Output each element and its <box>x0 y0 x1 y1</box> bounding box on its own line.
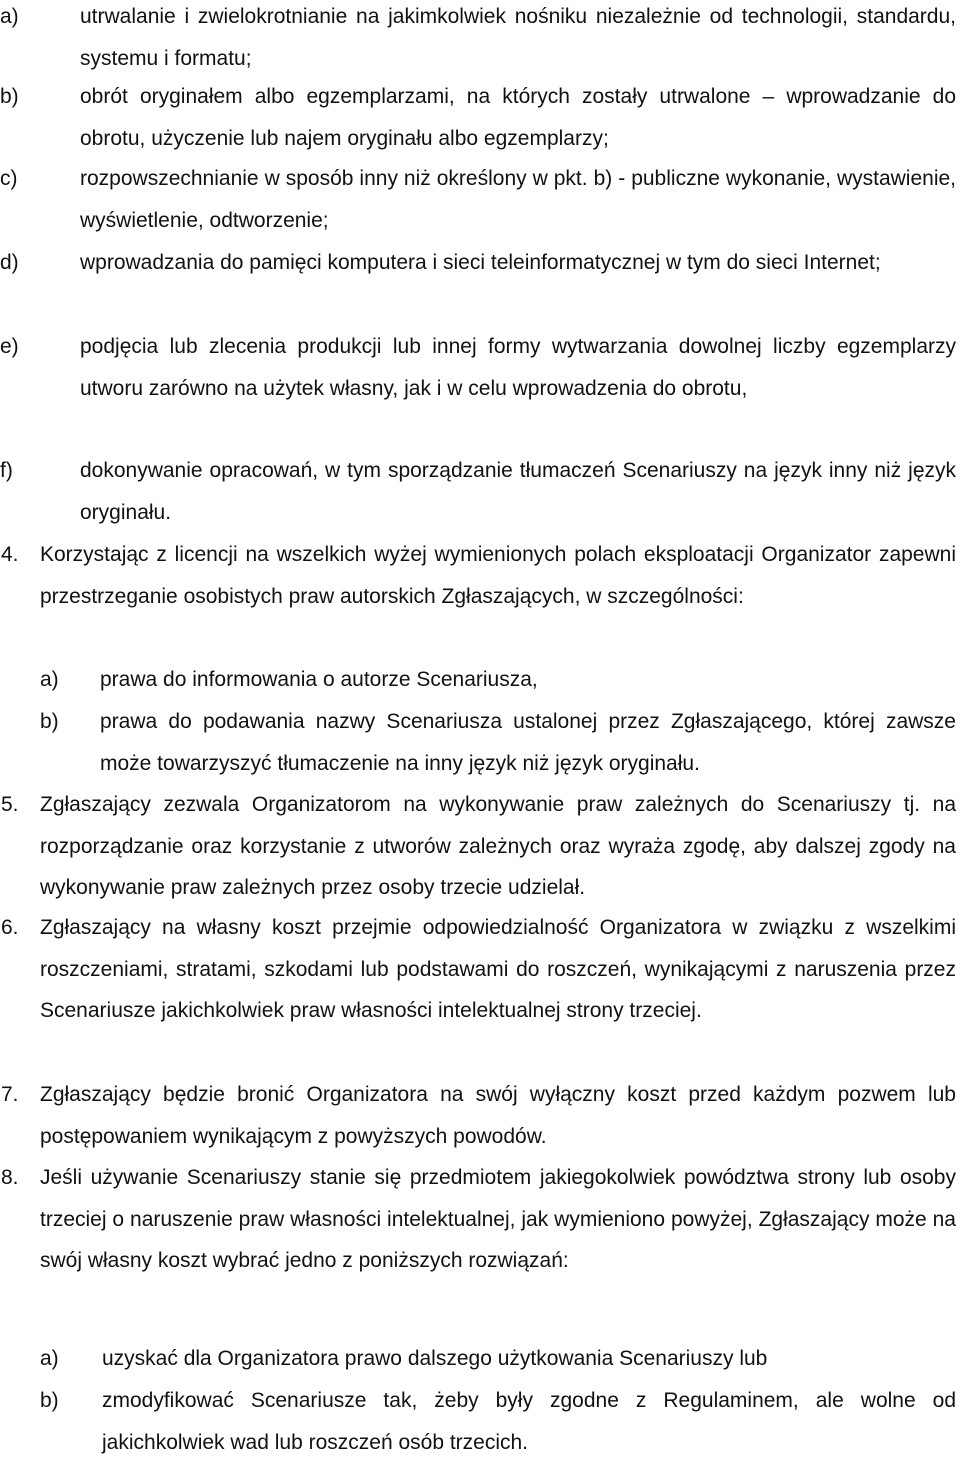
list-text: zmodyfikować Scenariusze tak, żeby były zgodne z Regulaminem, ale wolne od jakichkolwiek wad lub roszczeń osób trzecich. <box>102 1389 956 1454</box>
item-text: Zgłaszający będzie bronić Organizatora na swój wyłączny koszt przed każdym pozwem lub postępowaniem wynikającym z powyższych powodów. <box>40 1083 956 1148</box>
list-marker: c) <box>0 167 18 190</box>
item-number: 7. <box>1 1083 19 1106</box>
list-item-d <box>0 242 956 284</box>
list-text: dokonywanie opracowań, w tym sporządzanie tłumaczeń Scenariuszy na język inny niż język oryginału. <box>80 459 956 524</box>
list-text: uzyskać dla Organizatora prawo dalszego użytkowania Scenariuszy lub <box>102 1347 768 1370</box>
item-number: 8. <box>1 1166 19 1189</box>
item-number: 4. <box>1 543 19 566</box>
list-marker: b) <box>0 85 19 108</box>
list-marker: f) <box>0 459 13 482</box>
numbered-item-6 <box>0 907 956 1032</box>
list-item-b <box>0 76 956 159</box>
list-marker: a) <box>40 1347 59 1370</box>
numbered-item-8 <box>0 1157 956 1282</box>
list-text: prawa do podawania nazwy Scenariusza ustalonej przez Zgłaszającego, której zawsze może towarzyszyć tłumaczenie na inny język niż język oryginału. <box>100 710 956 775</box>
list-text: rozpowszechnianie w sposób inny niż określony w pkt. b) - publiczne wykonanie, wystawienie, wyświetlenie, odtworzenie; <box>80 167 956 232</box>
list-text: prawa do informowania o autorze Scenariusza, <box>100 668 538 691</box>
list-item-c <box>0 158 956 241</box>
numbered-item-7 <box>0 1074 956 1157</box>
item4-subitem-a <box>0 659 956 701</box>
list-marker: d) <box>0 251 19 274</box>
item-text: Zgłaszający zezwala Organizatorom na wykonywanie praw zależnych do Scenariuszy tj. na rozporządzanie oraz korzystanie z utworów zależnych oraz wyraża zgodę, aby dalszej zgody na wykonywanie praw zależnych przez osoby trzecie udzielał. <box>40 793 956 899</box>
list-text: utrwalanie i zwielokrotnianie na jakimkolwiek nośniku niezależnie od technologii, standardu, systemu i formatu; <box>80 5 956 70</box>
list-text: wprowadzania do pamięci komputera i sieci teleinformatycznej w tym do sieci Internet; <box>80 251 881 274</box>
item4-subitem-b <box>0 701 956 784</box>
item-text: Korzystając z licencji na wszelkich wyżej wymienionych polach eksploatacji Organizator zapewni przestrzeganie osobistych praw autorskich Zgłaszających, w szczególności: <box>40 543 956 608</box>
list-marker: a) <box>40 668 59 691</box>
item8-subitem-a <box>0 1338 956 1380</box>
list-item-a <box>0 0 956 79</box>
item8-subitem-b <box>0 1380 956 1464</box>
item-number: 6. <box>1 916 19 939</box>
item-text: Zgłaszający na własny koszt przejmie odpowiedzialność Organizatora w związku z wszelkimi roszczeniami, stratami, szkodami lub podstawami do roszczeń, wynikającymi z naruszenia przez Scenariusze jakichkolwiek praw własności intelektualnej strony trzeciej. <box>40 916 956 1022</box>
item-number: 5. <box>1 793 19 816</box>
list-marker: b) <box>40 710 59 733</box>
list-text: podjęcia lub zlecenia produkcji lub innej formy wytwarzania dowolnej liczby egzemplarzy utworu zarówno na użytek własny, jak i w celu wprowadzenia do obrotu, <box>80 335 956 400</box>
numbered-item-4 <box>0 534 956 617</box>
list-marker: a) <box>0 5 19 28</box>
list-marker: b) <box>40 1389 59 1412</box>
list-marker: e) <box>0 335 19 358</box>
numbered-item-5 <box>0 784 956 909</box>
item-text: Jeśli używanie Scenariuszy stanie się przedmiotem jakiegokolwiek powództwa strony lub osoby trzeciej o naruszenie praw własności intelektualnej, jak wymieniono powyżej, Zgłaszający może na swój własny koszt wybrać jedno z poniższych rozwiązań: <box>40 1166 956 1272</box>
list-text: obrót oryginałem albo egzemplarzami, na których zostały utrwalone – wprowadzanie do obrotu, użyczenie lub najem oryginału albo egzemplarzy; <box>80 85 956 150</box>
list-item-e <box>0 326 956 409</box>
list-item-f <box>0 450 956 533</box>
